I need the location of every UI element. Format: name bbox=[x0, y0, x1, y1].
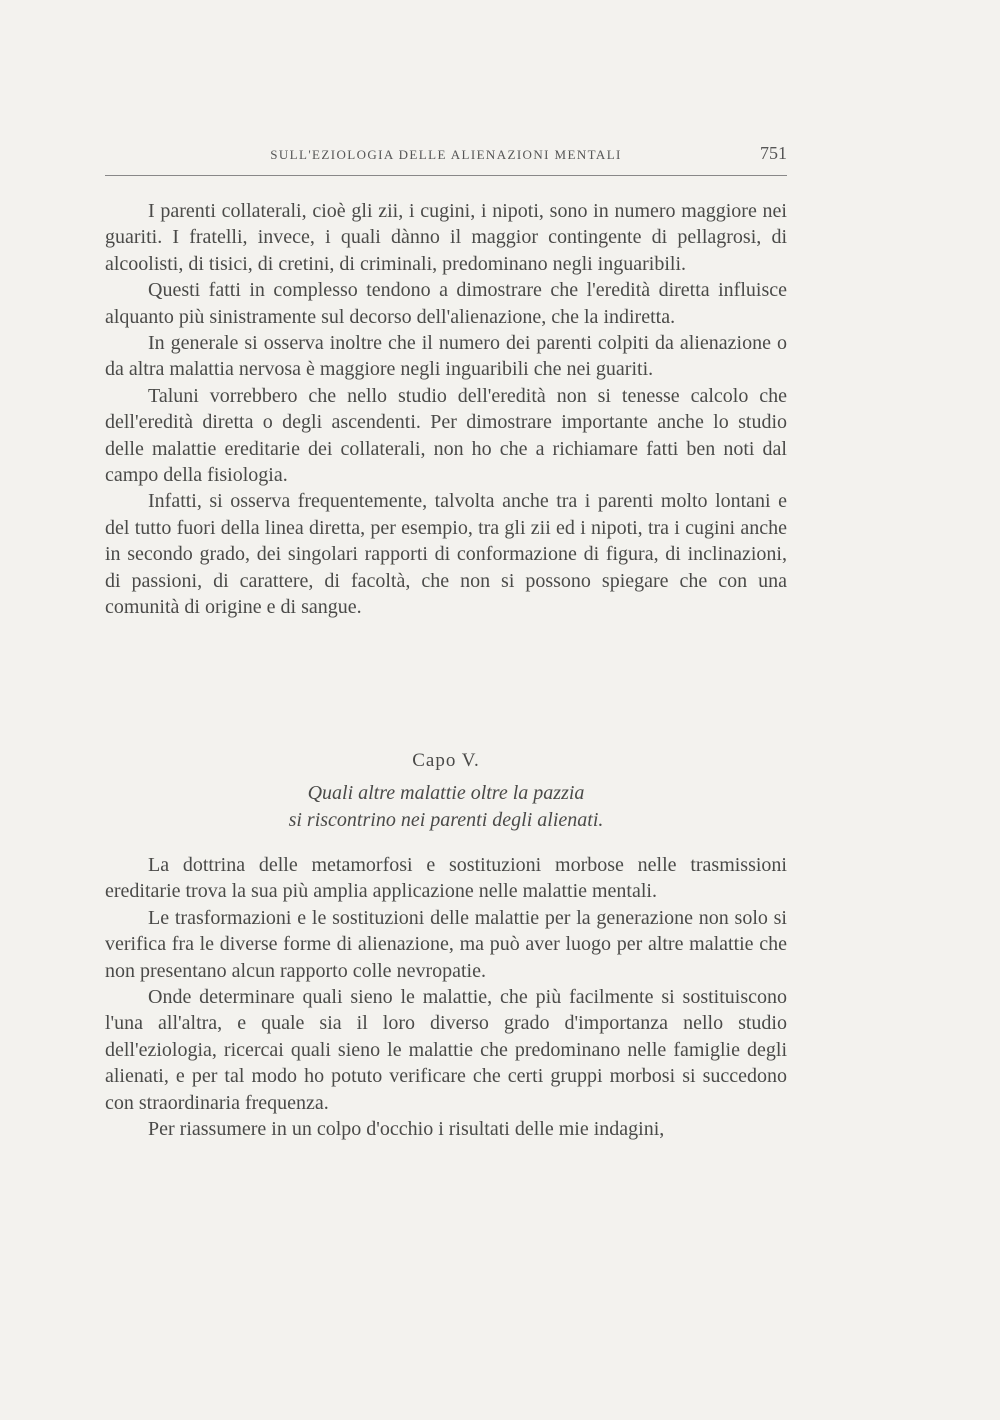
paragraph: Infatti, si osserva frequentemente, talvolta anche tra i parenti molto lontani e del tutto fuori della linea diretta, per esempio, tra gli zii ed i nipoti, tra i cugini anche in secondo grado, dei singolari rapporti di conformazione di figura, di inclinazioni, di passioni, di carattere, di facoltà, che non si possono spiegare che con una comunità di origine e di sangue. bbox=[105, 490, 787, 619]
paragraph: I parenti collaterali, cioè gli zii, i cugini, i nipoti, sono in numero maggiore nei guariti. I fratelli, invece, i quali dànno il maggior contingente di pellagrosi, di alcoolisti, di tisici, di cretini, di criminali, predominano negli inguaribili. bbox=[105, 200, 787, 275]
paragraph: Taluni vorrebbero che nello studio dell'eredità non si tenesse calcolo che dell'eredità diretta o degli ascendenti. Per dimostrare importante anche lo studio delle malattie ereditarie dei collaterali, non ho che a richiamare fatti ben noti dal campo della fisiologia. bbox=[105, 384, 787, 487]
paragraph: Le trasformazioni e le sostituzioni delle malattie per la generazione non solo si verifica fra le diverse forme di alienazione, ma può aver luogo per altre malattie che non presentano alcun rapporto colle nevropatie. bbox=[105, 906, 787, 982]
header-rule bbox=[105, 175, 787, 176]
paragraph: La dottrina delle metamorfosi e sostituzioni morbose nelle trasmissioni ereditarie trova la sua più amplia applicazione nelle malattie mentali. bbox=[105, 854, 787, 903]
body-text-bottom bbox=[105, 852, 787, 1142]
page-number: 751 bbox=[760, 143, 787, 163]
running-title: SULL'EZIOLOGIA DELLE ALIENAZIONI MENTALI bbox=[270, 147, 622, 162]
paragraph: In generale si osserva inoltre che il numero dei parenti colpiti da alienazione o da altra malattia nervosa è maggiore negli inguaribili che nei guariti. bbox=[105, 332, 787, 381]
chapter-heading bbox=[105, 750, 787, 834]
paragraph: Onde determinare quali sieno le malattie, che più facilmente si sostituiscono l'una all'altra, e quale sia il loro diverso grado d'importanza nello studio dell'eziologia, ricercai quali sieno le malattie che predominano nelle famiglie degli alienati, e per tal modo ho potuto verificare che certi gruppi morbosi si succedono con straordinaria frequenza. bbox=[105, 986, 787, 1114]
body-text-top bbox=[105, 198, 787, 621]
paragraph: Questi fatti in complesso tendono a dimostrare che l'eredità diretta influisce alquanto più sinistramente sul decorso dell'alienazione, che la indiretta. bbox=[105, 279, 787, 328]
chapter-title-line: Quali altre malattie oltre la pazzia bbox=[307, 782, 585, 804]
running-head bbox=[105, 143, 787, 177]
paragraph: Per riassumere in un colpo d'occhio i risultati delle mie indagini, bbox=[148, 1118, 665, 1141]
chapter-number: Capo V. bbox=[412, 750, 480, 771]
chapter-title-line: si riscontrino nei parenti degli alienati. bbox=[288, 809, 604, 831]
